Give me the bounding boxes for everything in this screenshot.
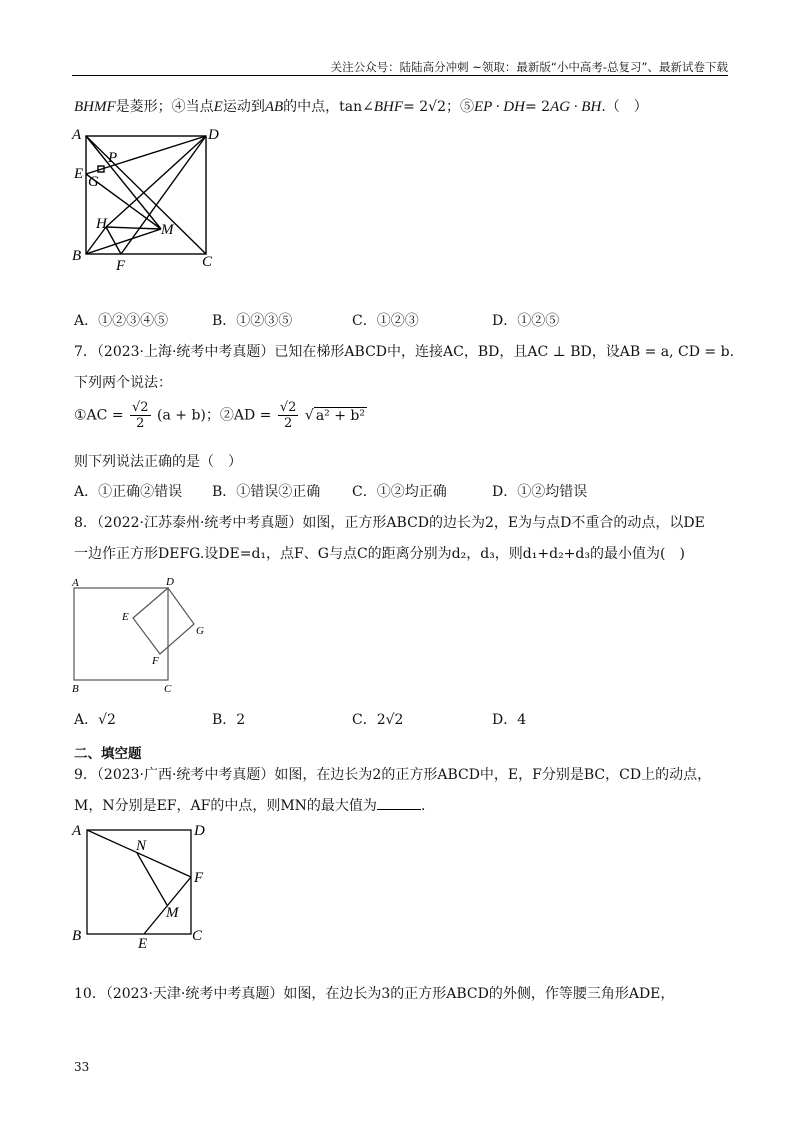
q9-stem-line2: M，N分别是EF，AF的中点，则MN的最大值为 .	[74, 798, 426, 814]
q9-label-A: A	[72, 823, 82, 839]
q9-label-C: C	[192, 928, 203, 944]
q6-label-P: P	[108, 150, 118, 166]
page-number: 33	[74, 1060, 90, 1074]
q6-label-E: E	[74, 166, 84, 182]
q8-label-E: E	[122, 611, 129, 623]
q10-stem: 10．（2023·天津·统考中考真题）如图，在边长为3的正方形ABCD的外侧，作等腰三角形ADE，	[74, 986, 675, 1002]
q7-question: 则下列说法正确的是（ ）	[74, 454, 242, 470]
q6-label-D: D	[208, 127, 219, 143]
q6-label-C: C	[202, 254, 213, 270]
q6-label-G: G	[88, 174, 99, 190]
section-fill-in-title: 二、填空题	[74, 746, 142, 762]
q9-label-N: N	[136, 838, 147, 854]
q8-figure	[66, 574, 226, 698]
q7-option-b[interactable]: B．①错误②正确	[212, 484, 321, 500]
page-header: 关注公众号：陆陆高分冲刺 ~领取：最新版“小中高考-总复习”、最新试卷下载	[330, 60, 728, 74]
q6-statement: BHMF是菱形；④当点E运动到AB的中点，tan∠BHF= 2√2；⑤EP · DH= 2AG · BH.（ ）	[74, 99, 648, 115]
header-divider	[72, 75, 728, 76]
q9-stem-line1: 9．（2023·广西·统考中考真题）如图，在边长为2的正方形ABCD中，E，F分别是BC，CD上的动点，	[74, 767, 712, 783]
q7-sub-intro: 下列两个说法：	[74, 375, 172, 391]
q6-label-H: H	[96, 216, 107, 232]
q8-option-c[interactable]: C．2√2	[352, 712, 404, 728]
q7-option-d[interactable]: D．①②均错误	[492, 484, 588, 500]
q9-answer-blank[interactable]	[377, 809, 421, 810]
q7-option-c[interactable]: C．①②均正确	[352, 484, 447, 500]
q6-figure	[66, 124, 226, 274]
q6-label-B: B	[72, 248, 82, 264]
q6-label-F: F	[116, 258, 126, 274]
q8-label-F: F	[152, 655, 159, 667]
q7-fraction-1: $\frac{√2}{2}$	[132, 400, 149, 431]
q6-option-c[interactable]: C．①②③	[352, 313, 419, 329]
q8-option-b[interactable]: B．2	[212, 712, 246, 728]
q6-option-b[interactable]: B．①②③⑤	[212, 313, 293, 329]
q8-stem-line1: 8．（2022·江苏泰州·统考中考真题）如图，正方形ABCD的边长为2，E为与点D不重合的动点，以DE	[74, 515, 705, 531]
q8-label-C: C	[164, 683, 172, 695]
q9-label-E: E	[138, 936, 148, 952]
q8-label-A: A	[72, 577, 79, 589]
q9-label-M: M	[166, 905, 179, 921]
q8-option-a[interactable]: A．√2	[74, 712, 116, 728]
q8-option-d[interactable]: D．4	[492, 712, 527, 728]
q6-option-d[interactable]: D．①②⑤	[492, 313, 560, 329]
q6-option-a[interactable]: A．①②③④⑤	[74, 313, 169, 329]
q8-label-G: G	[196, 625, 204, 637]
q7-option-a[interactable]: A．①正确②错误	[74, 484, 183, 500]
q6-label-M: M	[161, 222, 174, 238]
q9-figure	[66, 820, 226, 952]
q8-stem-line2: 一边作正方形DEFG.设DE=d₁，点F、G与点C的距离分别为d₂，d₃，则d₁+d₂+d₃的最小值为( )	[74, 546, 685, 562]
q7-fraction-2: $\frac{√2}{2}$	[279, 400, 297, 431]
q7-statements: ①AC = $\frac{√2}{2}$ (a + b)；②AD = $\frac{√2}{2}$ √ a² + b²	[74, 400, 365, 431]
q6-label-A: A	[72, 127, 82, 143]
q9-label-B: B	[72, 928, 82, 944]
q8-label-D: D	[166, 576, 174, 588]
q9-label-F: F	[194, 870, 204, 886]
q7-stem: 7．（2023·上海·统考中考真题）已知在梯形ABCD中，连接AC，BD，且AC ⊥ BD，设AB = a, CD = b.	[74, 344, 735, 360]
q9-label-D: D	[194, 823, 205, 839]
q8-label-B: B	[72, 683, 79, 695]
